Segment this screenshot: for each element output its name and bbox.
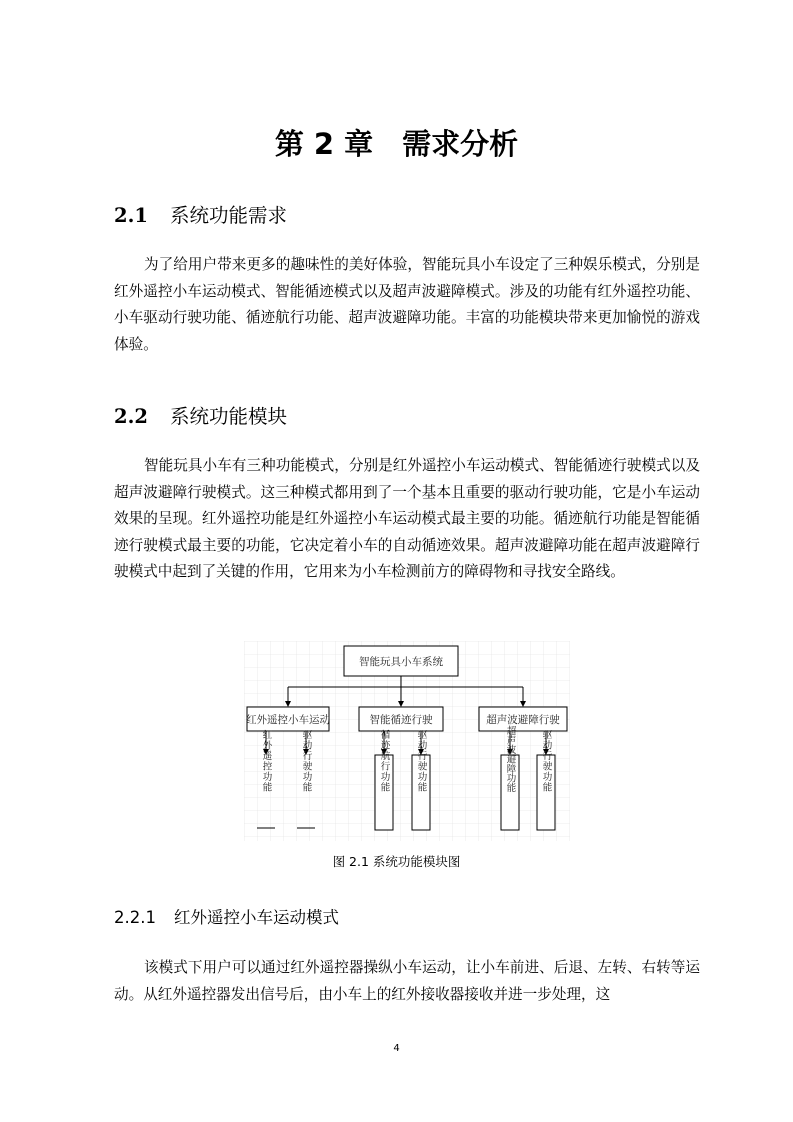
figure-caption: 图 2.1 系统功能模块图 [332,854,461,869]
section-paragraph: 智能玩具小车有三种功能模式，分别是红外遥控小车运动模式、智能循迹行驶模式以及超声波避障行驶模式。这三种模式都用到了一个基本且重要的驱动行驶功能，它是小车运动效果的呈现。红外遥控功能是红外遥控小车运动模式最主要的功能。循迹航行功能是智能循迹行驶模式最主要的功能，它决定着小车的自动循迹效果。超声波避障功能在超声波避障行驶模式中起到了关键的作用，它用来为小车检测前方的障碍物和寻找安全路线。 [114,457,700,581]
function-module-diagram [244,641,570,841]
section-paragraph: 为了给用户带来更多的趣味性的美好体验，智能玩具小车设定了三种娱乐模式，分别是红外遥控小车运动模式、智能循迹模式以及超声波避障模式。涉及的功能有红外遥控功能、小车驱动行驶功能、循迹航行功能、超声波避障功能。丰富的功能模块带来更加愉悦的游戏体验。 [114,256,700,353]
section-number: 2.2 [114,405,148,428]
function-label: 红外遥控功能 [260,729,272,793]
section-number: 2.1 [114,204,148,227]
chapter-title: 第 2 章 需求分析 [274,127,519,161]
function-label: 驱动行驶功能 [300,729,312,793]
mode-label: 红外遥控小车运动 [246,714,330,726]
subsection-heading [114,904,339,928]
root-label: 智能玩具小车系统 [359,656,443,668]
function-label: 超声波避障功能 [504,725,516,793]
mode-label: 超声波避障行驶 [486,714,560,726]
section-heading-2-1 [114,200,287,228]
page-number: 4 [393,1043,400,1054]
mode-label: 智能循迹行驶 [369,714,433,726]
section-heading-2-2 [114,401,287,429]
function-label: 驱动行驶功能 [540,729,552,793]
function-label: 驱动行驶功能 [415,729,427,793]
subsection-number: 2.2.1 [114,908,156,927]
subsection-paragraph: 该模式下用户可以通过红外遥控器操纵小车运动，让小车前进、后退、左转、右转等运动。从红外遥控器发出信号后，由小车上的红外接收器接收并进一步处理，这 [114,959,700,1003]
subsection-title: 红外遥控小车运动模式 [173,908,339,927]
section-title: 系统功能模块 [169,405,287,428]
section-title: 系统功能需求 [169,204,287,227]
function-label: 循迹航行功能 [378,729,390,793]
